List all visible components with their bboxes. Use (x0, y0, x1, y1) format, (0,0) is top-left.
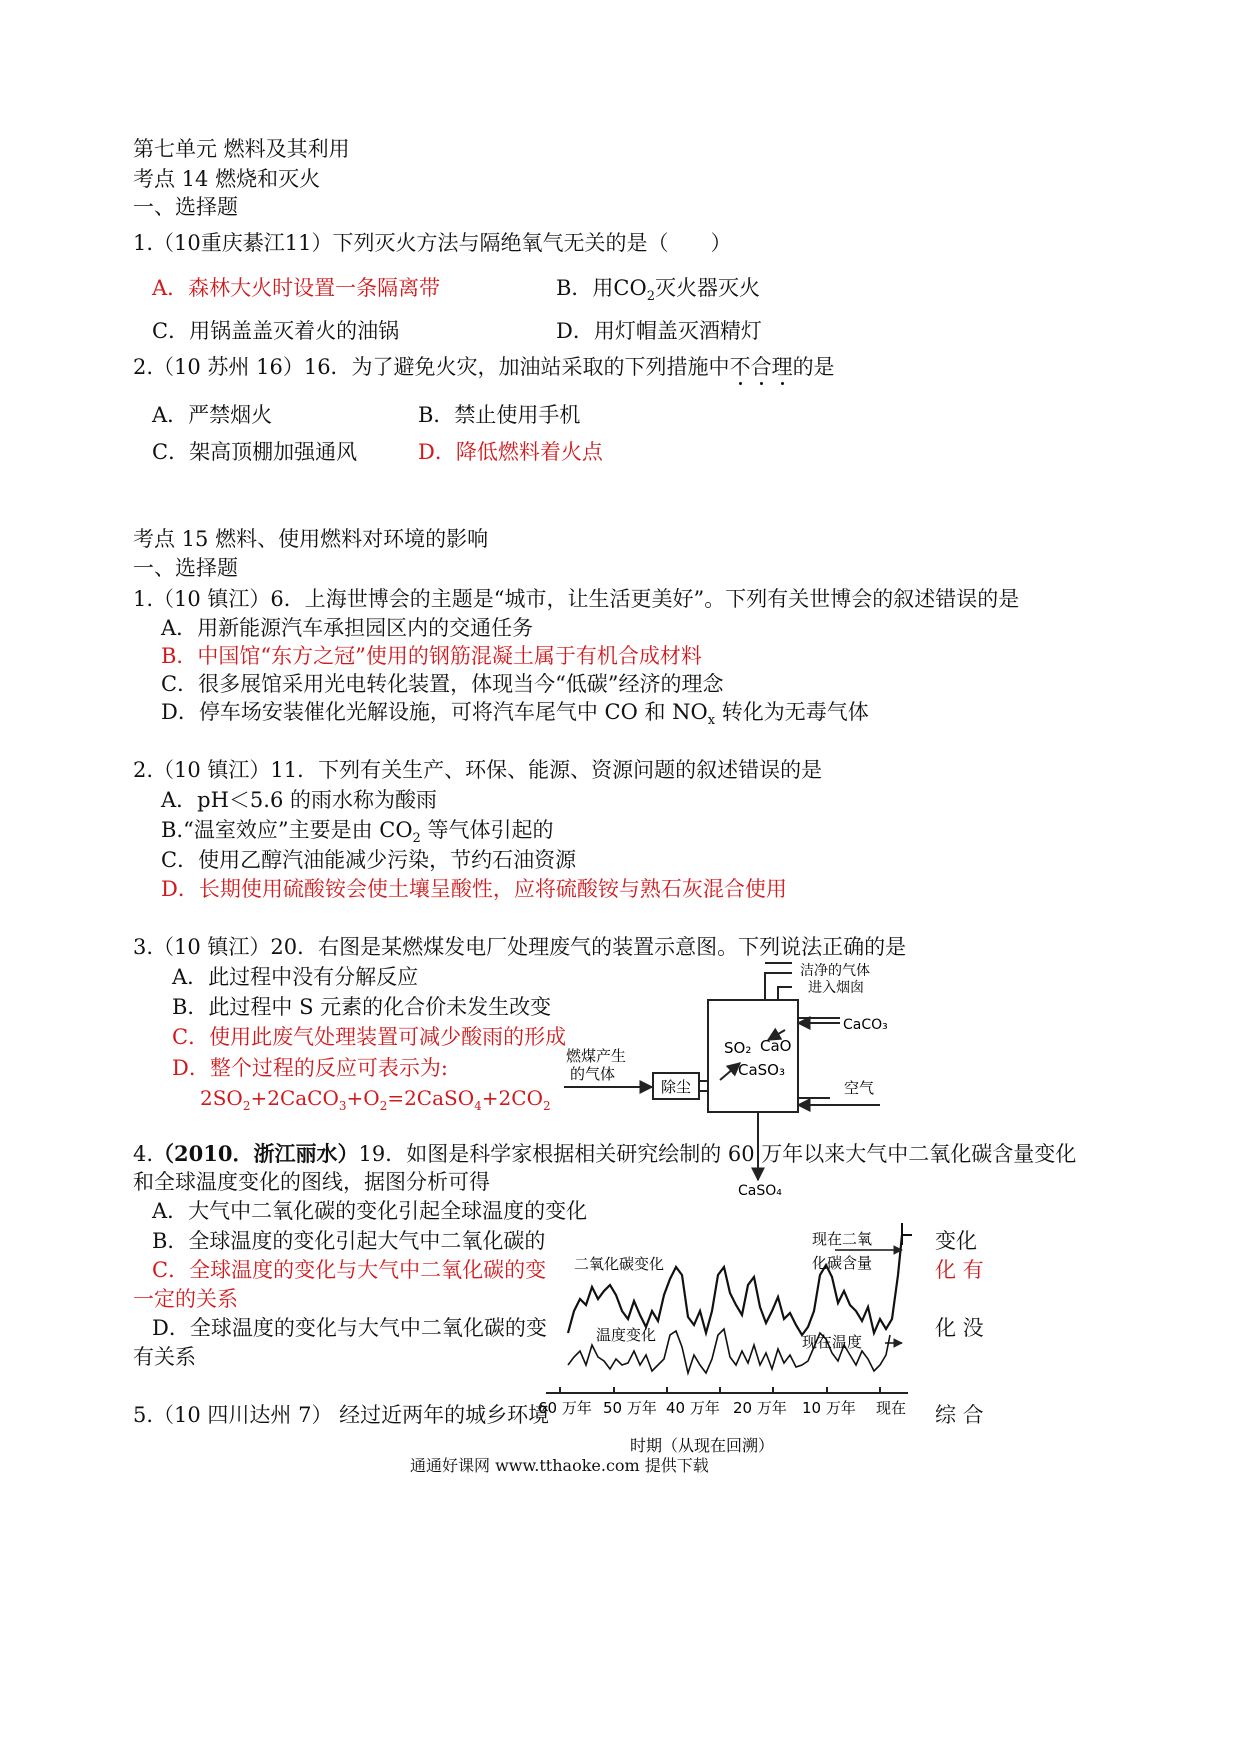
q15-1-option-d: D．停车场安装催化光解设施，可将汽车尾气中 CO 和 $NO_x$ 转化为无毒气体 (161, 700, 869, 729)
graph-x-axis-label: 时期（从现在回溯） (630, 1436, 775, 1455)
q15-5-tail: 综 合 (935, 1403, 984, 1427)
q14-2-option-b: B．禁止使用手机 (418, 403, 581, 427)
emphasis-dot: 理 (771, 355, 793, 379)
q15-3-option-d: D．整个过程的反应可表示为: (172, 1056, 448, 1080)
q15-3-stem: 3.（10 镇江）20．右图是某燃煤发电厂处理废气的装置示意图。下列说法正确的是 (133, 935, 907, 959)
section-title-15: 考点 15 燃料、使用燃料对环境的影响 (133, 527, 489, 551)
section-title-14: 考点 14 燃烧和灭火 (133, 167, 321, 191)
q15-4-stem-2: 和全球温度变化的图线，据图分析可得 (133, 1170, 490, 1194)
q14-1-option-b: B．用$CO_2$灭火器灭火 (556, 276, 760, 305)
q15-5-stem: 5.（10 四川达州 7） 经过近两年的城乡环境 (133, 1403, 550, 1427)
graph-tick-now: 现在 (876, 1399, 907, 1417)
diagram-label-caso3: CaSO₃ (738, 1061, 786, 1079)
diagram-label-clean-gas: 洁净的气体 (800, 963, 870, 979)
q15-3-equation: $2SO_2+2CaCO_3+O_2=2CaSO_4+2CO_2$ (200, 1086, 551, 1113)
section-type-14: 一、选择题 (133, 195, 238, 219)
graph-label-temp-change: 温度变化 (596, 1326, 657, 1344)
q15-4-option-c-tail: 化 有 (935, 1258, 984, 1282)
graph-tick-50: 50 万年 (603, 1399, 657, 1417)
q14-2-option-c: C．架高顶棚加强通风 (152, 440, 358, 464)
graph-tick-10: 10 万年 (802, 1399, 856, 1417)
unit-title: 第七单元 燃料及其利用 (133, 137, 350, 161)
q14-2-option-d: D．降低燃料着火点 (418, 440, 603, 464)
q15-4-option-d-tail: 化 没 (935, 1316, 984, 1340)
section-type-15: 一、选择题 (133, 556, 238, 580)
graph-label-co2-change: 二氧化碳变化 (574, 1255, 665, 1273)
q14-1-option-d: D．用灯帽盖灭酒精灯 (556, 319, 762, 343)
diagram-label-flue-gas: 燃煤产生 (566, 1047, 627, 1065)
q15-2-option-b: B.“温室效应”主要是由 $CO_2$ 等气体引起的 (161, 818, 554, 847)
q15-4-stem-1: 4.（2010．浙江丽水）19．如图是科学家根据相关研究绘制的 60 万年以来大气中二氧化碳含量变化 (133, 1141, 1077, 1166)
q15-4-option-c: C．全球温度的变化与大气中二氧化碳的变 (152, 1258, 547, 1282)
q15-1-option-c: C．很多展馆采用光电转化装置，体现当今“低碳”经济的理念 (161, 672, 724, 696)
flue-gas-treatment-diagram (560, 955, 900, 1205)
q15-4-option-d: D．全球温度的变化与大气中二氧化碳的变 (152, 1316, 547, 1340)
q15-2-option-d: D．长期使用硫酸铵会使土壤呈酸性，应将硫酸铵与熟石灰混合使用 (161, 877, 787, 901)
page-footer: 通通好课网 www.tthaoke.com 提供下载 (410, 1456, 709, 1475)
graph-tick-40: 40 万年 (666, 1399, 720, 1417)
graph-label-current-co2-2: 化碳含量 (812, 1254, 873, 1272)
q15-4-option-a: A．大气中二氧化碳的变化引起全球温度的变化 (152, 1199, 588, 1223)
q14-1-option-c: C．用锅盖盖灭着火的油锅 (152, 319, 400, 343)
q14-2-option-a: A．严禁烟火 (152, 403, 273, 427)
graph-label-current-temp: 现在温度 (802, 1333, 863, 1351)
q15-1-option-b: B．中国馆“东方之冠”使用的钢筋混凝土属于有机合成材料 (161, 644, 702, 668)
diagram-label-flue-gas-2: 的气体 (570, 1065, 616, 1083)
q15-2-option-a: A．pH＜5.6 的雨水称为酸雨 (161, 788, 437, 812)
diagram-label-chimney: 进入烟囱 (808, 980, 864, 996)
q15-2-option-c: C．使用乙醇汽油能减少污染，节约石油资源 (161, 848, 577, 872)
q15-2-stem: 2.（10 镇江）11．下列有关生产、环保、能源、资源问题的叙述错误的是 (133, 758, 823, 782)
diagram-label-dust-removal: 除尘 (661, 1078, 692, 1096)
q14-2-stem: 2.（10 苏州 16）16．为了避免火灾，加油站采取的下列措施中不合理的是 (133, 355, 835, 379)
q15-4-option-c-cont: 一定的关系 (133, 1287, 238, 1311)
emphasis-dot: 不 (729, 355, 751, 379)
q15-3-option-a: A．此过程中没有分解反应 (172, 965, 419, 989)
q15-4-option-b: B．全球温度的变化引起大气中二氧化碳的 (152, 1229, 546, 1253)
graph-tick-60: 60 万年 (538, 1399, 592, 1417)
graph-label-current-co2: 现在二氧 (812, 1230, 873, 1248)
q15-4-option-d-cont: 有关系 (133, 1345, 196, 1369)
graph-tick-20: 20 万年 (733, 1399, 787, 1417)
q15-3-option-c: C．使用此废气处理装置可减少酸雨的形成 (172, 1025, 567, 1049)
q15-4-option-b-tail: 变化 (935, 1229, 977, 1253)
q15-1-stem: 1.（10 镇江）6．上海世博会的主题是“城市，让生活更美好”。下列有关世博会的叙述错误的是 (133, 587, 1020, 611)
diagram-label-caso4: CaSO₄ (738, 1183, 782, 1199)
q15-3-option-b: B．此过程中 S 元素的化合价未发生改变 (172, 995, 552, 1019)
diagram-label-air: 空气 (844, 1079, 875, 1097)
co2-temperature-graph (530, 1215, 930, 1460)
q14-1-option-a: A．森林大火时设置一条隔离带 (152, 276, 441, 300)
diagram-label-so2: SO₂ (724, 1039, 752, 1057)
emphasis-dot: 合 (750, 355, 772, 379)
q15-1-option-a: A．用新能源汽车承担园区内的交通任务 (161, 616, 534, 640)
diagram-label-cao: CaO (760, 1037, 792, 1055)
q14-1-stem: 1.（10重庆綦江11）下列灭火方法与隔绝氧气无关的是（ ） (133, 231, 732, 255)
diagram-label-caco3: CaCO₃ (843, 1017, 888, 1033)
